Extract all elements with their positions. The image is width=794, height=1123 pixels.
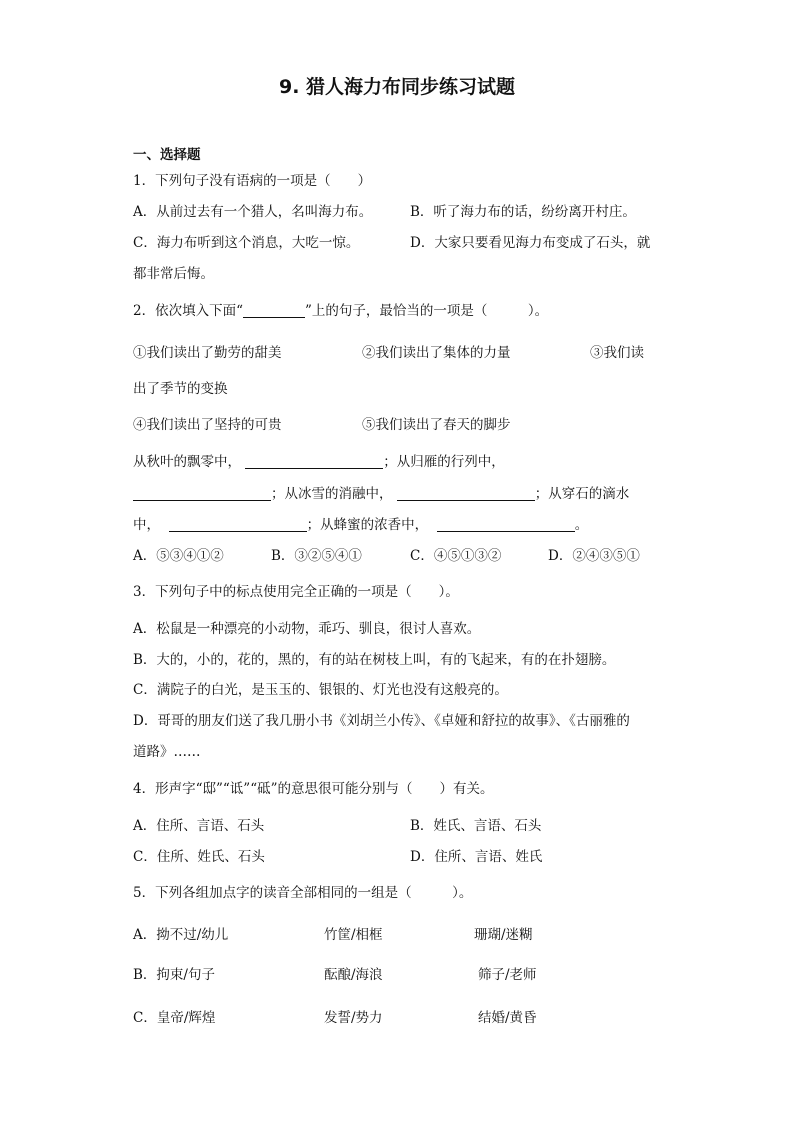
q4-option-b: B．姓氏、言语、石头 xyxy=(410,818,542,834)
q2-option-b: B．③②⑤④① xyxy=(271,548,362,564)
q1-option-c: C．海力布听到这个消息，大吃一惊。 xyxy=(133,235,360,251)
q5-option-b-pair1: B．拘束/句子 xyxy=(133,967,215,983)
q5-option-a-pair3: 珊瑚/迷糊 xyxy=(474,927,533,943)
q3-option-b: B．大的，小的，花的，黑的，有的站在树枝上叫，有的飞起来，有的在扑翅膀。 xyxy=(133,652,616,668)
q3-option-a: A．松鼠是一种漂亮的小动物，乖巧、驯良，很讨人喜欢。 xyxy=(133,621,481,637)
q4-option-d: D．住所、言语、姓氏 xyxy=(410,849,543,865)
section-heading: 一、选择题 xyxy=(133,147,201,163)
page-title: 9. 猎人海力布同步练习试题 xyxy=(278,76,516,98)
q2-sentence-2: ②我们读出了集体的力量 xyxy=(362,345,511,361)
q4-option-c: C．住所、姓氏、石头 xyxy=(133,849,265,865)
q5-stem: 5．下列各组加点字的读音全部相同的一组是（ ）。 xyxy=(133,885,473,901)
q2-sentence-4: ④我们读出了坚持的可贵 xyxy=(133,417,282,433)
q2-sentence-3-cont: 出了季节的变换 xyxy=(133,381,228,397)
q3-stem: 3．下列句子中的标点使用完全正确的一项是（ ）。 xyxy=(133,584,459,600)
q5-option-c-pair2: 发誓/势力 xyxy=(324,1010,383,1026)
q2-stem-part1: 2．依次填入下面“ xyxy=(133,303,243,319)
q5-option-c-pair1: C．皇帝/辉煌 xyxy=(133,1010,216,1026)
answer-blank xyxy=(169,517,307,532)
q1-option-b: B．听了海力布的话，纷纷离开村庄。 xyxy=(410,204,636,220)
answer-blank xyxy=(397,486,535,501)
q2-passage-line1: 从秋叶的飘零中， ；从归雁的行列中， xyxy=(133,454,505,470)
q2-sentence-3: ③我们读 xyxy=(590,345,644,361)
q5-option-b-pair2: 酝酿/海浪 xyxy=(324,967,383,983)
q5-option-a-pair1: A．拗不过/幼儿 xyxy=(133,927,229,943)
q2-option-c: C．④⑤①③② xyxy=(410,548,502,564)
q5-option-b-pair3: 筛子/老师 xyxy=(478,967,537,983)
answer-blank xyxy=(243,303,305,318)
q3-option-d-cont: 道路》…… xyxy=(133,744,201,760)
q2-option-d: D．②④③⑤① xyxy=(548,548,640,564)
q2-passage-line3: 中， ；从蜂蜜的浓香中， 。 xyxy=(133,517,589,533)
q3-option-d: D．哥哥的朋友们送了我几册小书《刘胡兰小传》、《卓娅和舒拉的故事》、《古丽雅的 xyxy=(133,713,630,729)
q1-stem: 1．下列句子没有语病的一项是（ ） xyxy=(133,173,372,189)
q1-option-d-cont: 都非常后悔。 xyxy=(133,266,214,282)
answer-blank xyxy=(437,517,575,532)
q5-option-a-pair2: 竹筐/相框 xyxy=(324,927,383,943)
answer-blank xyxy=(133,486,271,501)
q3-option-c: C．满院子的白光，是玉玉的、银银的、灯光也没有这般亮的。 xyxy=(133,682,508,698)
q2-stem-part2: ”上的句子，最恰当的一项是（ ）。 xyxy=(305,303,549,319)
q1-option-a: A．从前过去有一个猎人，名叫海力布。 xyxy=(133,204,373,220)
q2-sentence-1: ①我们读出了勤劳的甜美 xyxy=(133,345,282,361)
q1-option-d: D．大家只要看见海力布变成了石头，就 xyxy=(410,235,651,251)
answer-blank xyxy=(245,454,383,469)
q2-option-a: A．⑤③④①② xyxy=(133,548,224,564)
q4-stem: 4．形声字“邸”“诋”“砥”的意思很可能分别与（ ）有关。 xyxy=(133,781,494,797)
q5-option-c-pair3: 结婚/黄昏 xyxy=(478,1010,537,1026)
q2-sentence-5: ⑤我们读出了春天的脚步 xyxy=(362,417,511,433)
q4-option-a: A．住所、言语、石头 xyxy=(133,818,265,834)
q2-passage-line2: ；从冰雪的消融中， ；从穿石的滴水 xyxy=(133,485,629,503)
q2-stem xyxy=(133,302,548,320)
